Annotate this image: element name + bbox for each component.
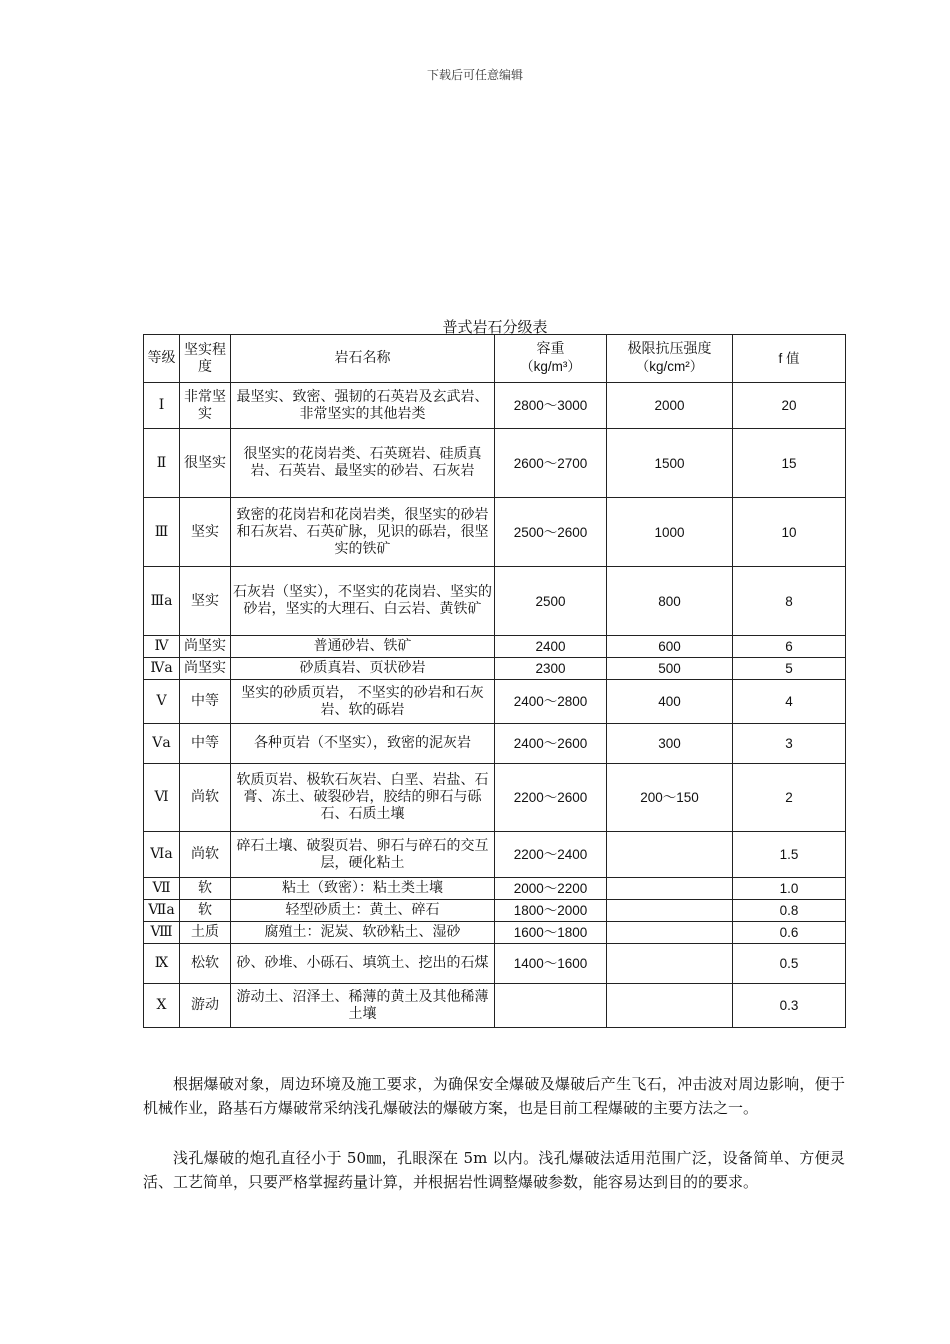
rock-name-cell: 很坚实的花岗岩类、石英斑岩、硅质真岩、石英岩、最坚实的砂岩、石灰岩 (231, 429, 495, 498)
col-header-density: 容重 （kg/m³） (495, 335, 607, 383)
hardness-cell: 中等 (180, 680, 231, 724)
density-cell: 2400～2800 (495, 680, 607, 724)
col-header-rock: 岩石名称 (231, 335, 495, 383)
rock-name-cell: 石灰岩（坚实），不坚实的花岗岩、坚实的砂岩，坚实的大理石、白云岩、黄铁矿 (231, 567, 495, 636)
strength-cell: 1000 (607, 498, 733, 567)
density-cell: 2300 (495, 658, 607, 680)
density-cell: 2500 (495, 567, 607, 636)
table-row (144, 944, 846, 984)
hardness-cell: 尚坚实 (180, 658, 231, 680)
paragraph-1: 根据爆破对象，周边环境及施工要求，为确保安全爆破及爆破后产生飞石，冲击波对周边影响，便于机械作业，路基石方爆破常采纳浅孔爆破法的爆破方案，也是目前工程爆破的主要方法之一。 (143, 1075, 845, 1117)
hardness-cell: 游动 (180, 984, 231, 1028)
rock-classification-table (143, 334, 846, 1028)
rock-name-cell: 砂质真岩、页状砂岩 (231, 658, 495, 680)
rock-name-cell: 普通砂岩、铁矿 (231, 636, 495, 658)
col-header-f: f 值 (733, 335, 846, 383)
f-value-cell: 2 (733, 764, 846, 832)
rock-name-cell: 软质页岩、极软石灰岩、白垩、岩盐、石膏、冻土、破裂砂岩，胶结的卵石与砾石、石质土壤 (231, 764, 495, 832)
f-value-cell: 10 (733, 498, 846, 567)
rock-name-cell: 各种页岩（不坚实），致密的泥灰岩 (231, 724, 495, 764)
density-cell: 1400～1600 (495, 944, 607, 984)
grade-cell: Ⅹ (144, 984, 180, 1028)
f-value-cell: 20 (733, 383, 846, 429)
table-row (144, 429, 846, 498)
f-value-cell: 1.5 (733, 832, 846, 878)
strength-cell: 1500 (607, 429, 733, 498)
hardness-cell: 坚实 (180, 498, 231, 567)
paragraph-2: 浅孔爆破的炮孔直径小于 50㎜，孔眼深在 5m 以内。浅孔爆破法适用范围广泛，设备简单、方便灵活、工艺简单，只要严格掌握药量计算，并根据岩性调整爆破参数，能容易达到目的的要求。 (143, 1149, 845, 1191)
f-value-cell: 8 (733, 567, 846, 636)
grade-cell: Ⅴa (144, 724, 180, 764)
page-header: 下载后可任意编辑 (426, 68, 523, 82)
table-row (144, 922, 846, 944)
strength-cell: 2000 (607, 383, 733, 429)
grade-cell: Ⅳa (144, 658, 180, 680)
grade-cell: Ⅳ (144, 636, 180, 658)
rock-name-cell: 游动土、沼泽土、稀薄的黄土及其他稀薄土壤 (231, 984, 495, 1028)
col-header-hardness: 坚实程度 (180, 335, 231, 383)
strength-cell: 500 (607, 658, 733, 680)
grade-cell: Ⅶ (144, 878, 180, 900)
strength-cell: 600 (607, 636, 733, 658)
table-header-row (144, 335, 846, 383)
strength-cell: 400 (607, 680, 733, 724)
strength-cell (607, 878, 733, 900)
density-cell: 2500～2600 (495, 498, 607, 567)
table-row (144, 724, 846, 764)
density-cell: 2400～2600 (495, 724, 607, 764)
grade-cell: Ⅸ (144, 944, 180, 984)
col-header-strength: 极限抗压强度 （kg/cm²） (607, 335, 733, 383)
grade-cell: Ⅲ (144, 498, 180, 567)
grade-cell: Ⅲa (144, 567, 180, 636)
f-value-cell: 3 (733, 724, 846, 764)
density-cell: 1800～2000 (495, 900, 607, 922)
strength-cell (607, 832, 733, 878)
grade-cell: Ⅵa (144, 832, 180, 878)
strength-cell (607, 984, 733, 1028)
f-value-cell: 0.6 (733, 922, 846, 944)
hardness-cell: 尚软 (180, 764, 231, 832)
strength-cell: 800 (607, 567, 733, 636)
f-value-cell: 0.8 (733, 900, 846, 922)
grade-cell: Ⅰ (144, 383, 180, 429)
density-cell: 2800～3000 (495, 383, 607, 429)
f-value-cell: 4 (733, 680, 846, 724)
table-row (144, 984, 846, 1028)
density-cell: 1600～1800 (495, 922, 607, 944)
density-cell: 2200～2600 (495, 764, 607, 832)
rock-name-cell: 粘土（致密）：粘土类土壤 (231, 878, 495, 900)
table-row (144, 900, 846, 922)
rock-name-cell: 碎石土壤、破裂页岩、卵石与碎石的交互层，硬化粘土 (231, 832, 495, 878)
grade-cell: Ⅵ (144, 764, 180, 832)
strength-cell (607, 900, 733, 922)
hardness-cell: 尚坚实 (180, 636, 231, 658)
f-value-cell: 15 (733, 429, 846, 498)
density-cell: 2600～2700 (495, 429, 607, 498)
rock-name-cell: 砂、砂堆、小砾石、填筑土、挖出的石煤 (231, 944, 495, 984)
table-row (144, 878, 846, 900)
hardness-cell: 土质 (180, 922, 231, 944)
density-cell: 2000～2200 (495, 878, 607, 900)
f-value-cell: 6 (733, 636, 846, 658)
hardness-cell: 中等 (180, 724, 231, 764)
col-header-grade: 等级 (144, 335, 180, 383)
table-row (144, 498, 846, 567)
grade-cell: Ⅷ (144, 922, 180, 944)
f-value-cell: 5 (733, 658, 846, 680)
rock-name-cell: 轻型砂质土：黄土、碎石 (231, 900, 495, 922)
table-title: 普式岩石分级表 (442, 318, 548, 336)
rock-name-cell: 致密的花岗岩和花岗岩类，很坚实的砂岩和石灰岩、石英矿脉，见识的砾岩，很坚实的铁矿 (231, 498, 495, 567)
table-row (144, 658, 846, 680)
f-value-cell: 1.0 (733, 878, 846, 900)
table-row (144, 567, 846, 636)
hardness-cell: 非常坚实 (180, 383, 231, 429)
hardness-cell: 软 (180, 900, 231, 922)
strength-cell: 200～150 (607, 764, 733, 832)
hardness-cell: 软 (180, 878, 231, 900)
f-value-cell: 0.5 (733, 944, 846, 984)
hardness-cell: 尚软 (180, 832, 231, 878)
table-row (144, 764, 846, 832)
hardness-cell: 松软 (180, 944, 231, 984)
strength-cell (607, 922, 733, 944)
rock-name-cell: 坚实的砂质页岩， 不坚实的砂岩和石灰岩、软的砾岩 (231, 680, 495, 724)
table-row (144, 832, 846, 878)
grade-cell: Ⅶa (144, 900, 180, 922)
f-value-cell: 0.3 (733, 984, 846, 1028)
table-row (144, 636, 846, 658)
rock-name-cell: 最坚实、致密、强韧的石英岩及玄武岩、非常坚实的其他岩类 (231, 383, 495, 429)
density-cell: 2200～2400 (495, 832, 607, 878)
strength-cell: 300 (607, 724, 733, 764)
hardness-cell: 很坚实 (180, 429, 231, 498)
hardness-cell: 坚实 (180, 567, 231, 636)
table-row (144, 383, 846, 429)
grade-cell: Ⅴ (144, 680, 180, 724)
density-cell (495, 984, 607, 1028)
strength-cell (607, 944, 733, 984)
table-row (144, 680, 846, 724)
grade-cell: Ⅱ (144, 429, 180, 498)
density-cell: 2400 (495, 636, 607, 658)
rock-name-cell: 腐殖土：泥炭、软砂粘土、湿砂 (231, 922, 495, 944)
